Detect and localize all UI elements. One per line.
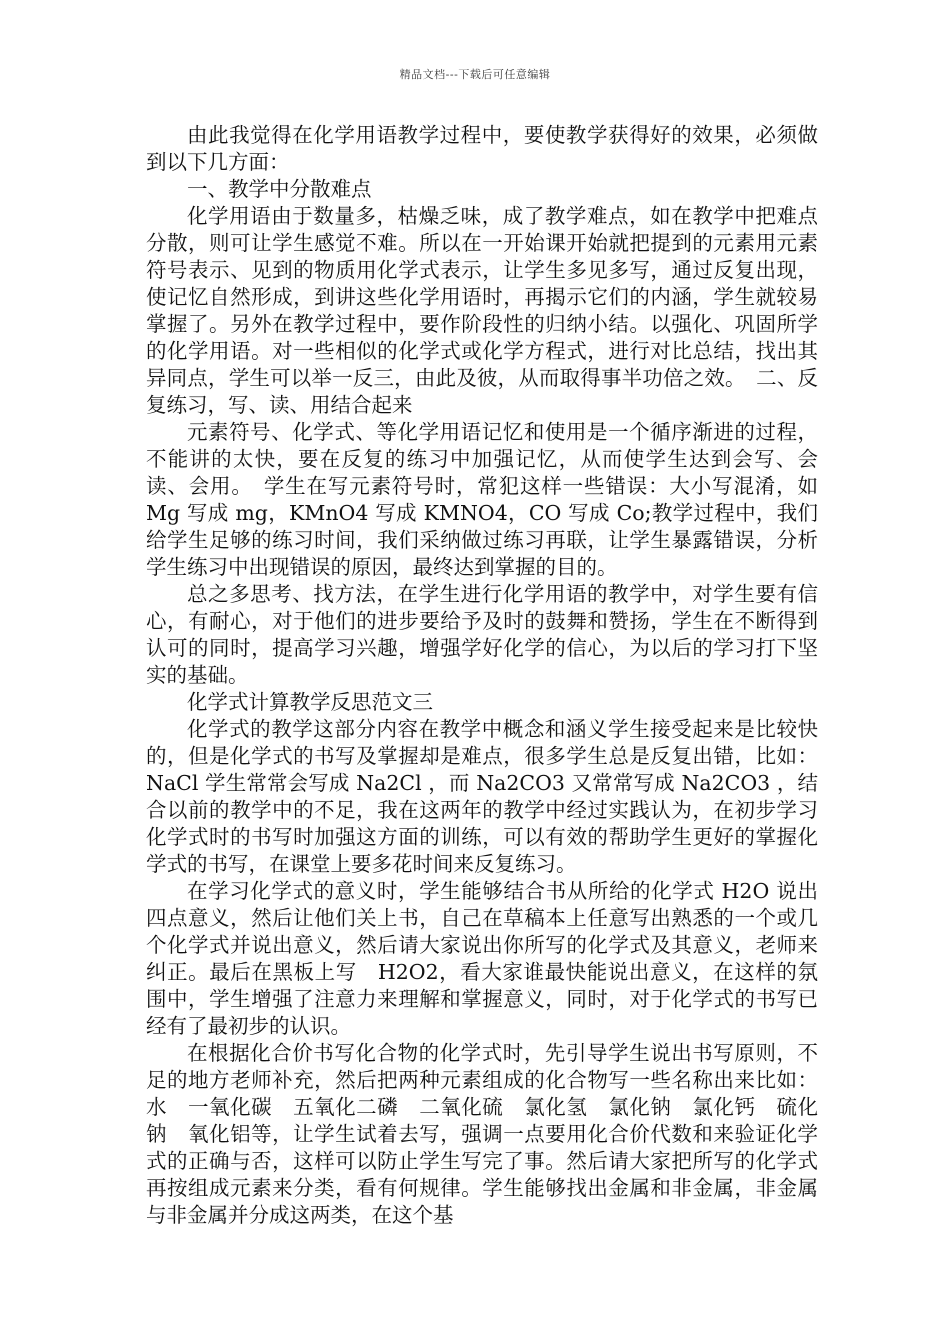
- paragraph: 总之多思考、找方法，在学生进行化学用语的教学中，对学生要有信心，有耐心，对于他们的进步要给予及时的鼓舞和赞扬，学生在不断得到认可的同时，提高学习兴趣，增强学好化学的信心，为以后的学习打下坚实的基础。: [146, 582, 818, 687]
- document-body: [146, 122, 818, 1229]
- paragraph: 在根据化合价书写化合物的化学式时，先引导学生说出书写原则，不足的地方老师补充，然后把两种元素组成的化合物写一些名称出来比如：水 一氧化碳 五氧化二磷 二氧化硫 氯化氢 氯化钠 氯化钙 硫化钠 氧化铝等，让学生试着去写，强调一点要用化合价代数和来验证化学式的正确与否，这样可以防止学生写完了事。然后请大家把所写的化学式再按组成元素来分类，看有何规律。学生能够找出金属和非金属，非金属与非金属并分成这两类，在这个基: [146, 1041, 818, 1227]
- paragraph: 化学用语由于数量多，枯燥乏味，成了教学难点，如在教学中把难点分散，则可让学生感觉不难。所以在一开始课开始就把提到的元素用元素符号表示、见到的物质用化学式表示，让学生多见多写，通过反复出现，使记忆自然形成，到讲这些化学用语时，再揭示它们的内涵，学生就较易掌握了。另外在教学过程中，要作阶段性的归纳小结。以强化、巩固所学的化学用语。对一些相似的化学式或化学方程式，进行对比总结，找出其异同点，学生可以举一反三，由此及彼，从而取得事半功倍之效。 二、反复练习，写、读、用结合起来: [146, 204, 818, 417]
- paragraph: 由此我觉得在化学用语教学过程中，要使教学获得好的效果，必须做到以下几方面：: [146, 123, 818, 174]
- section-heading: 化学式计算教学反思范文三: [187, 690, 433, 714]
- page-header: 精品文档---下载后可任意编辑: [399, 68, 551, 81]
- paragraph: 化学式的教学这部分内容在教学中概念和涵义学生接受起来是比较快的，但是化学式的书写及掌握却是难点，很多学生总是反复出错，比如：NaCl 学生常常会写成 Na2Cl ，而 Na2CO3 又常常写成 Na2CO3 ，结合以前的教学中的不足，我在这两年的教学中经过实践认为，在初步学习化学式时的书写时加强这方面的训练，可以有效的帮助学生更好的掌握化学式的书写，在课堂上要多花时间来反复练习。: [146, 717, 818, 876]
- section-heading: 一、教学中分散难点: [187, 177, 372, 201]
- paragraph: 元素符号、化学式、等化学用语记忆和使用是一个循序渐进的过程，不能讲的太快，要在反复的练习中加强记忆，从而使学生达到会写、会读、会用。 学生在写元素符号时，常犯这样一些错误：大小写混淆，如 Mg 写成 mg，KMnO4 写成 KMNO4，CO 写成 Co;教学过程中，我们给学生足够的练习时间，我们采纳做过练习再联，让学生暴露错误，分析学生练习中出现错误的原因，最终达到掌握的目的。: [146, 420, 818, 579]
- paragraph: 在学习化学式的意义时，学生能够结合书从所给的化学式 H2O 说出四点意义，然后让他们关上书，自己在草稿本上任意写出熟悉的一个或几个化学式并说出意义，然后请大家说出你所写的化学式及其意义，老师来纠正。最后在黑板上写 H2O2，看大家谁最快能说出意义，在这样的氛围中，学生增强了注意力来理解和掌握意义，同时，对于化学式的书写已经有了最初步的认识。: [146, 879, 818, 1038]
